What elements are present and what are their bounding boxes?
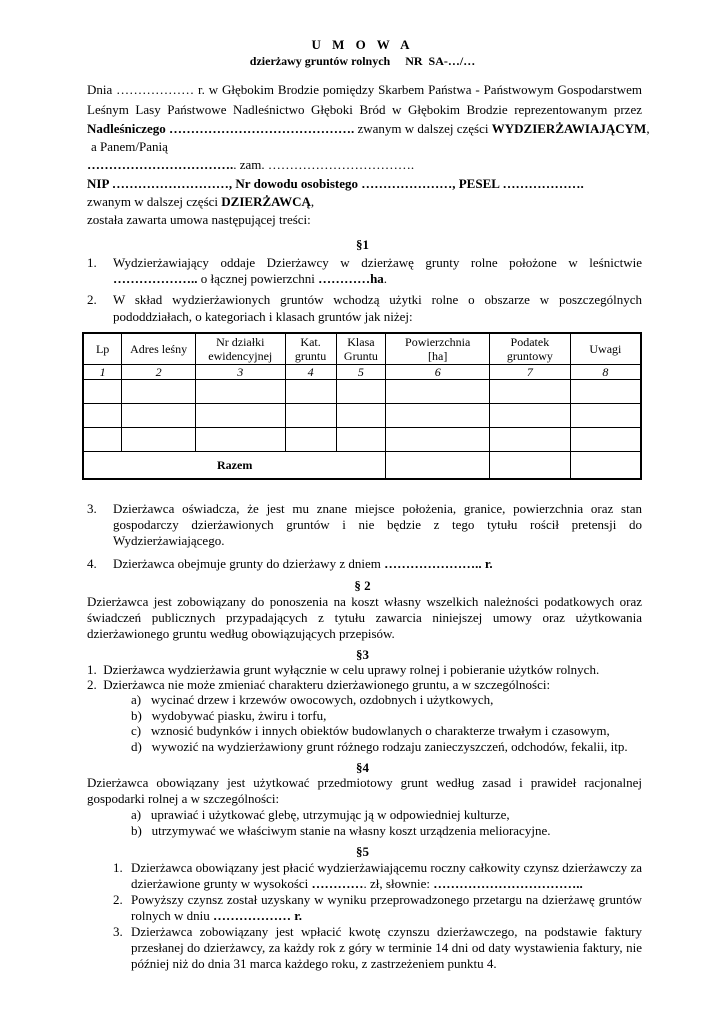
s5-p3-number: 3.	[113, 924, 123, 939]
s1-p1-line-2: ……………….. o łącznej powierzchni …………ha.	[113, 271, 388, 286]
s3-item-b: b) wydobywać piasku, żwiru i torfu,	[131, 708, 327, 723]
intro-line-8: została zawarta umowa następującej treści:	[87, 212, 311, 227]
section-1-heading: §1	[356, 237, 369, 252]
column-header: Kat. gruntu	[285, 333, 336, 365]
table-cell[interactable]	[490, 404, 571, 428]
s3-item-c: c) wznosić budynków i innych obiektów budowlanych o charakterze trwałym i czasowym,	[131, 723, 610, 738]
table-cell[interactable]	[285, 380, 336, 404]
s3-item-d: d) wywozić na wydzierżawiony grunt różnego rodzaju zanieczyszczeń, odchodów, fekalii, itp.	[131, 739, 628, 754]
document-subtitle: dzierżawy gruntów rolnych NR SA-…/…	[249, 54, 476, 68]
column-header: Powierzchnia [ha]	[386, 333, 490, 365]
table-cell[interactable]	[83, 404, 122, 428]
column-header: Podatek gruntowy	[490, 333, 571, 365]
column-header: Klasa Gruntu	[336, 333, 386, 365]
table-cell[interactable]	[83, 380, 122, 404]
column-header: Lp	[83, 333, 122, 365]
table-cell[interactable]	[195, 404, 285, 428]
intro-line-5: …………………………….. zam. …………………………….	[87, 157, 415, 172]
s3-p1: 1. Dzierżawca wydzierżawia grunt wyłącznie w celu uprawy rolnej i pobieranie użytków rolnych.	[87, 662, 600, 677]
s5-p1-line-2: dzierżawione grunty w wysokości …………. zł, słownie: ……………………………..	[131, 876, 583, 891]
column-number: 1	[83, 365, 122, 380]
s5-p3-line-3: później niż do dnia 31 marca każdego roku, z zastrzeżeniem punktu 4.	[131, 956, 497, 971]
table-cell[interactable]	[386, 404, 490, 428]
table-cell[interactable]	[336, 404, 386, 428]
column-number: 5	[336, 365, 386, 380]
s1-p2-line-2: pododdziałach, o kategoriach i klasach gruntów jak niżej:	[113, 309, 413, 324]
s5-p3-line-2: przesłanej do dzierżawcy, za każdy rok z góry w terminie 14 dni od daty wystawienia faktury, nie	[131, 940, 642, 955]
column-header: Uwagi	[570, 333, 641, 365]
intro-line-2: Leśnym Lasy Państwowe Nadleśnictwo Głęboki Bród w Głębokim Brodzie reprezentowanym przez	[87, 102, 642, 117]
section-2-heading: § 2	[354, 578, 371, 593]
table-row	[83, 404, 641, 428]
table-cell[interactable]	[386, 380, 490, 404]
s4-line-1: Dzierżawca obowiązany jest użytkować przedmiotowy grunt według zasad i prawideł racjonalnej	[87, 775, 642, 790]
s1-p3-line-1: Dzierżawca oświadcza, że jest mu znane miejsce położenia, granice, powierzchnia oraz stan	[113, 501, 642, 516]
table-cell[interactable]	[122, 404, 196, 428]
s1-p3-number: 3.	[87, 501, 97, 516]
s4-item-a: a) uprawiać i użytkować glebę, utrzymując ją w odpowiedniej kulturze,	[131, 807, 510, 822]
s1-p2-line-1: W skład wydzierżawionych gruntów wchodzą użytki rolne o obszarze w poszczególnych	[113, 292, 642, 307]
intro-line-7: zwanym w dalszej części DZIERŻAWCĄ,	[87, 194, 315, 209]
total-area-cell[interactable]	[386, 452, 490, 480]
column-number: 3	[195, 365, 285, 380]
s1-p3-line-2: gospodarczy dzierżawionych gruntów i nie będzie z tego tytułu rościł pretensji do	[113, 517, 642, 532]
table-cell[interactable]	[195, 428, 285, 452]
table-cell[interactable]	[122, 428, 196, 452]
s2-line-1: Dzierżawca jest zobowiązany do ponoszenia na koszt własny wszelkich należności podatkowych oraz	[87, 594, 642, 609]
table-cell[interactable]	[195, 380, 285, 404]
section-3-heading: §3	[356, 647, 369, 662]
s1-p1-line-1: Wydzierżawiający oddaje Dzierżawcy w dzierżawę grunty rolne położone w leśnictwie	[113, 255, 642, 270]
table-cell[interactable]	[285, 428, 336, 452]
table-cell[interactable]	[83, 428, 122, 452]
s5-p2-line-2: rolnych w dniu ……………… r.	[131, 908, 303, 923]
s1-p3-line-3: Wydzierżawiającego.	[113, 533, 225, 548]
total-label: Razem	[83, 452, 386, 480]
table-row	[83, 380, 641, 404]
table-cell[interactable]	[336, 428, 386, 452]
table-cell[interactable]	[570, 428, 641, 452]
s5-p1-number: 1.	[113, 860, 123, 875]
table-column-numbers-row	[83, 365, 641, 380]
table-cell[interactable]	[336, 380, 386, 404]
s4-item-b: b) utrzymywać we właściwym stanie na własny koszt urządzenia melioracyjne.	[131, 823, 551, 838]
column-header: Nr działki ewidencyjnej	[195, 333, 285, 365]
intro-line-6: NIP ………………………, Nr dowodu osobistego …………………, PESEL ……………….	[87, 176, 584, 191]
s2-line-2: świadczeń publicznych przypadających z tytułu zawarcia niniejszej umowy oraz użytkowania	[87, 610, 642, 625]
intro-line-1: Dnia ……………… r. w Głębokim Brodzie pomiędzy Skarbem Państwa - Państwowym Gospodarstwem	[87, 82, 642, 97]
s1-p1-number: 1.	[87, 255, 97, 270]
s4-line-2: gospodarki rolnej a w szczególności:	[87, 791, 280, 806]
table-header-row	[83, 333, 641, 365]
section-5-heading: §5	[356, 844, 369, 859]
table-total-row	[83, 452, 641, 480]
plots-table	[82, 332, 642, 480]
column-number: 7	[490, 365, 571, 380]
table-cell[interactable]	[386, 428, 490, 452]
table-cell[interactable]	[122, 380, 196, 404]
s5-p2-line-1: Powyższy czynsz został uzyskany w wyniku przeprowadzonego przetargu na dzierżawę gruntów	[131, 892, 642, 907]
s3-p2: 2. Dzierżawca nie może zmieniać charakteru dzierżawionego gruntu, a w szczególności:	[87, 677, 551, 692]
total-tax-cell[interactable]	[490, 452, 571, 480]
s5-p2-number: 2.	[113, 892, 123, 907]
s5-p1-line-1: Dzierżawca obowiązany jest płacić wydzierżawiającemu roczny całkowity czynsz dzierżawczy za	[131, 860, 642, 875]
column-number: 2	[122, 365, 196, 380]
table-cell[interactable]	[490, 380, 571, 404]
intro-line-4: a Panem/Panią	[91, 139, 168, 154]
s1-p2-number: 2.	[87, 292, 97, 307]
s1-p4-number: 4.	[87, 556, 97, 571]
s2-line-3: dzierżawionego gruntu według obowiązujących przepisów.	[87, 626, 395, 641]
table-cell[interactable]	[570, 380, 641, 404]
document-title: U M O W A	[311, 37, 414, 52]
table-row	[83, 428, 641, 452]
table-cell[interactable]	[570, 404, 641, 428]
column-header: Adres leśny	[122, 333, 196, 365]
total-notes-cell[interactable]	[570, 452, 641, 480]
table-cell[interactable]	[490, 428, 571, 452]
section-4-heading: §4	[356, 760, 369, 775]
s1-p4-line: Dzierżawca obejmuje grunty do dzierżawy z dniem ………………….. r.	[113, 556, 493, 571]
column-number: 6	[386, 365, 490, 380]
column-number: 8	[570, 365, 641, 380]
column-number: 4	[285, 365, 336, 380]
s5-p3-line-1: Dzierżawca zobowiązany jest wpłacić kwotę czynszu dzierżawczego, na podstawie faktury	[131, 924, 642, 939]
table-cell[interactable]	[285, 404, 336, 428]
s3-item-a: a) wycinać drzew i krzewów owocowych, ozdobnych i użytkowych,	[131, 692, 494, 707]
intro-line-3: Nadleśniczego ……………………………………. zwanym w dalszej części WYDZIERŻAWIAJĄCYM,	[87, 121, 650, 136]
